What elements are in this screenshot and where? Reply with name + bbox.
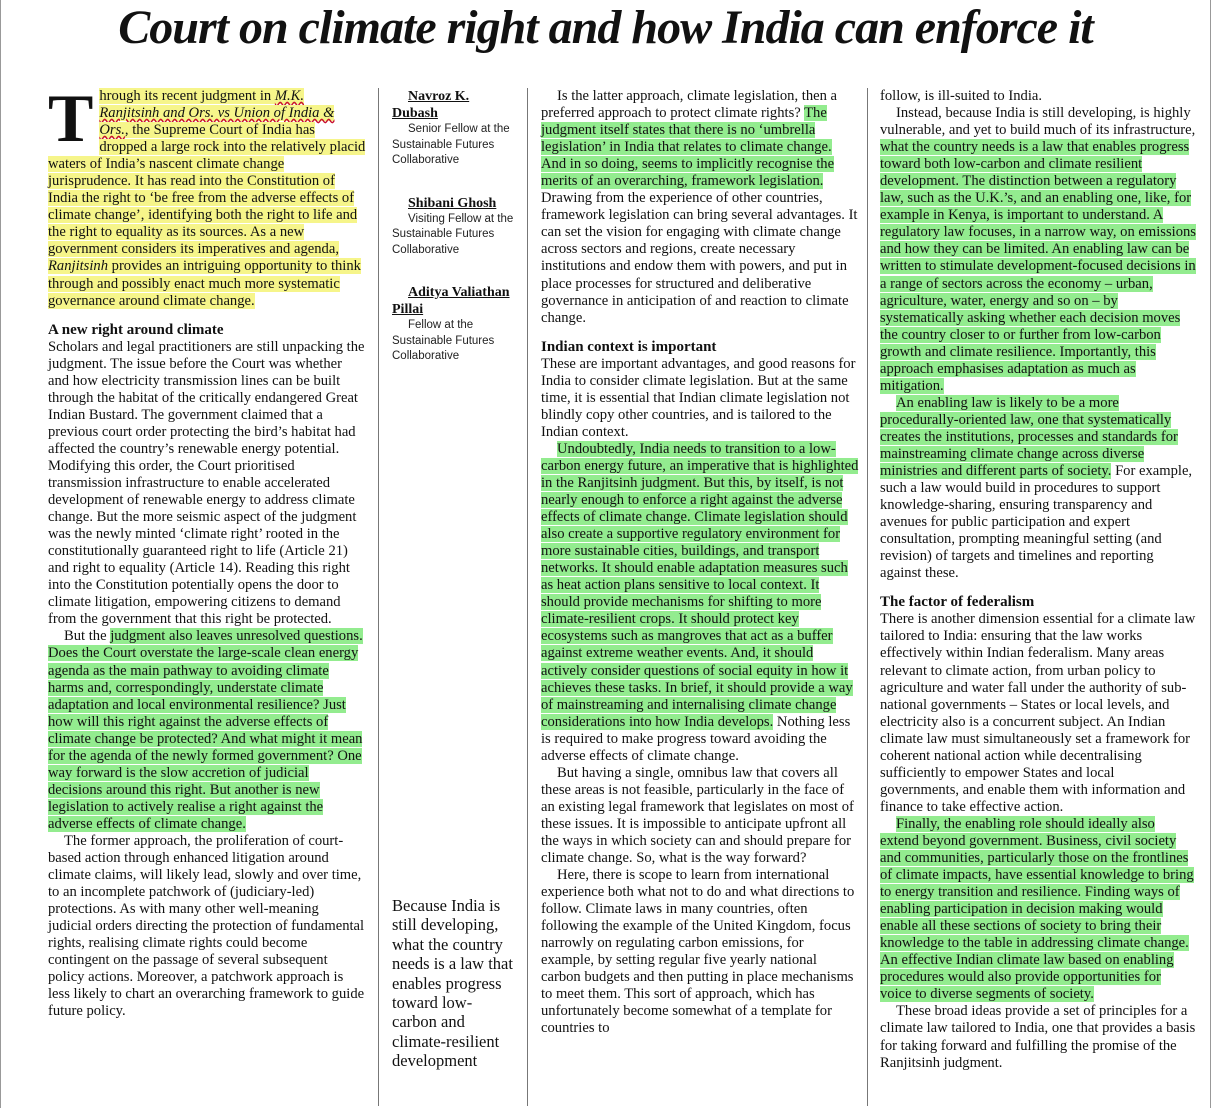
author-name: Navroz K. Dubash (392, 89, 470, 121)
text-run: For example, such a law would build in procedures to support knowledge-sharing, ensuring transparency and avenues for public participation and expert consultation, prompting meaningful setting (and revision) of targets and timelines and reporting against these. (880, 463, 1193, 582)
intro-text-a: hrough its recent judgment in (99, 88, 275, 104)
paragraph (880, 105, 1196, 395)
paragraph (880, 395, 1196, 583)
text-run: But the (64, 628, 111, 645)
author-title: Visiting Fellow at the Sustainable Futures Collaborative (392, 212, 514, 256)
highlighted-text: An enabling law is likely to be a more procedurally-oriented law, one that systematically creates the institutions, processes and standards for mainstreaming climate change across diverse ministries and different parts of society. (880, 394, 1178, 480)
column-rule (378, 88, 379, 1106)
column-4 (880, 88, 1196, 1072)
paragraph: Here, there is scope to learn from international experience both what not to do and what directions to follow. Climate laws in many countries, often following the example of the United Kingdom, focus narrowly on regulating carbon emissions, for example, by setting regular five yearly national carbon budgets and then putting in place mechanisms to meet them. This sort of approach, which has unfortunately become somewhat of a template for countries to (541, 867, 855, 1037)
drop-cap: T (48, 80, 94, 156)
column-1 (48, 80, 366, 1020)
column-rule (527, 88, 528, 1106)
paragraph (48, 628, 366, 833)
author-title: Fellow at the Sustainable Futures Collaborative (392, 319, 495, 362)
author-block (392, 88, 514, 169)
highlighted-text: judgment also leaves unresolved questions. Does the Court overstate the large-scale clean energy agenda as the main pathway to avoiding climate harms and, correspondingly, understate climate adaptation and local environmental resilience? Just how will this right against the adverse effects of climate change be protected? And what might it mean for the agenda of the newly formed government? One way forward is the slow accretion of judicial decisions around this right. But another is new legislation to actively realise a right against the adverse effects of climate change. (48, 628, 363, 832)
author-block (392, 195, 514, 259)
column-3 (541, 88, 859, 1038)
text-run: Nothing less is required to make progress toward avoiding the adverse effects of climate change. (541, 713, 851, 764)
author-block (392, 284, 514, 365)
paragraph: Scholars and legal practitioners are still unpacking the judgment. The issue before the Court was whether and how electricity transmission lines can be built through the habitat of the critically endangered Great Indian Bustard. The government claimed that a previous court order protecting the bird’s habitat had affected the country’s renewable energy potential. Modifying this order, the Court prioritised transmission infrastructure to enable accelerated development of renewable energy to address climate change. But the more seismic aspect of the judgment was the newly minted ‘climate right’ rooted in the constitutionally guaranteed right to life (Article 21) and right to equality (Article 14). Reading this right into the Constitution potentially opens the door to climate litigation, empowering citizens to demand from the government that this right be protected. (48, 338, 365, 628)
highlighted-text: The judgment itself states that there is no ‘umbrella legislation’ in India that relates to climate change. And in so doing, seems to implicitly recognise the merits of an overarching, framework legislation. (541, 105, 835, 190)
pull-quote: Because India is still developing, what the country needs is a law that enables progress toward low-carbon and climate-resilient development (392, 896, 513, 1071)
text-run: Instead, because India is still developing, is highly vulnerable, and yet to build much of its infrastructure, (880, 105, 1196, 139)
headline: Court on climate right and how India can enforce it (118, 1, 1093, 54)
subhead-federalism: The factor of federalism (880, 594, 1035, 611)
paragraph: These broad ideas provide a set of principles for a climate law tailored to India, one that provides a basis for taking forward and fulfilling the promise of the Ranjitsinh judgment. (880, 1003, 1196, 1071)
text-run: Is the latter approach, climate legislation, then a preferred approach to protect climate rights? (541, 88, 838, 122)
paragraph (880, 816, 1196, 1004)
intro-ranjitsinh: Ranjitsinh (48, 258, 108, 275)
paragraph: But having a single, omnibus law that covers all these areas is not feasible, particularly in the face of an existing legal framework that legislates on most of these issues. It is impossible to anticipate upfront all the ways in which society can and should prepare for climate change. So, what is the way forward? (541, 764, 854, 867)
paragraph (541, 441, 859, 765)
highlighted-text: Undoubtedly, India needs to transition to a low-carbon energy future, an imperative that is highlighted in the Ranjitsinh judgment. But this, by itself, is not nearly enough to enforce a right against the adverse effects of climate change. Climate legislation should also create a supportive regulatory environment for more sustainable cities, buildings, and transport networks. It should enable adaptation measures such as heat action plans sensitive to local context. It should provide mechanisms for shifting to more climate-resilient crops. It should protect key ecosystems such as mangroves that act as a buffer against extreme weather events. And, it should actively consider questions of social equity in how it achieves these tasks. In brief, it should provide a way of mainstreaming and internalising climate change considerations into how India develops. (541, 440, 859, 730)
author-name: Aditya Valiathan Pillai (392, 285, 510, 317)
paragraph (541, 88, 859, 327)
intro-text-c: provides an intriguing opportunity to think through and possibly enact much more systematic governance around climate change. (48, 258, 361, 309)
highlighted-text: what the country needs is a law that enables progress toward both low-carbon and climate resilient development. The distinction between a regulatory law, such as the U.K.’s, and an enabling one, like, for example in Kenya, is important to understand. A regulatory law focuses, in a narrow way, on emissions and how they can be limited. An enabling law can be written to stimulate development-focused decisions in a range of sectors across the economy – urban, agriculture, water, energy and so on – by systematically asking whether each decision moves the country closer to or further from low-carbon growth and climate resilience. Importantly, this approach emphasises adaptation as much as mitigation. (880, 139, 1196, 394)
paragraph: The former approach, the proliferation of court-based action through enhanced litigation around climate claims, will likely lead, slowly and over time, to an incomplete patchwork of (judiciary-led) protections. As with many other well-meaning judicial orders directing the protection of fundamental rights, realising climate rights could become contingent on the passage of several subsequent policy actions. Moreover, a patchwork approach is less likely to chart an overarching framework to guide future policy. (48, 832, 365, 1020)
column-rule (867, 88, 868, 1106)
case-name: M.K. Ranjitsinh and Ors. vs Union of India & Ors. (99, 88, 335, 139)
paragraph: There is another dimension essential for a climate law tailored to India: ensuring that the law works effectively within Indian federalism. Many areas relevant to climate action, from urban policy to agriculture and water fall under the authority of sub-national governments – States or local levels, and electricity also is a concurrent subject. An Indian climate law must simultaneously set a framework for coherent national action while decentralising sufficiently to empower States and local governments, and enable them with information and finance to take effective action. (880, 611, 1196, 815)
author-title: Senior Fellow at the Sustainable Futures Collaborative (392, 123, 510, 166)
subhead-indian-context: Indian context is important (541, 338, 717, 355)
intro-paragraph (48, 80, 366, 310)
highlighted-text: Finally, the enabling role should ideally also extend beyond government. Business, civil society and communities, particularly those on the frontlines of climate impacts, have essential knowledge to bring to energy transition and resilience. Finding ways of enabling participation in decision making would enable all these sections of society to bring their knowledge to the table in addressing climate change. An effective Indian climate law based on enabling procedures would also provide opportunities for voice to diverse segments of society. (880, 815, 1194, 1003)
paragraph: follow, is ill-suited to India. (880, 88, 1042, 104)
author-column (392, 88, 514, 391)
intro-text-b: , the Supreme Court of India has dropped a large rock into the relatively placid waters of India’s nascent climate change jurisprudence. It has read into the Constitution of India the right to ‘be free from the adverse effects of climate change’, identifying both the right to life and the right to equality as its sources. As a new government considers its imperatives and agenda, (48, 122, 366, 258)
paragraph: These are important advantages, and good reasons for India to consider climate legislation. But at the same time, it is essential that Indian climate legislation not blindly copy other countries, and is tailored to the Indian context. (541, 355, 856, 440)
author-name: Shibani Ghosh (408, 195, 497, 211)
text-run: Drawing from the experience of other countries, framework legislation can bring several advantages. It can set the vision for engaging with climate change across sectors and regions, create necessary institutions and endow them with powers, and put in place processes for structured and deliberative governance in anticipation of and reaction to climate change. (541, 190, 858, 326)
subhead-new-right: A new right around climate (48, 321, 224, 338)
